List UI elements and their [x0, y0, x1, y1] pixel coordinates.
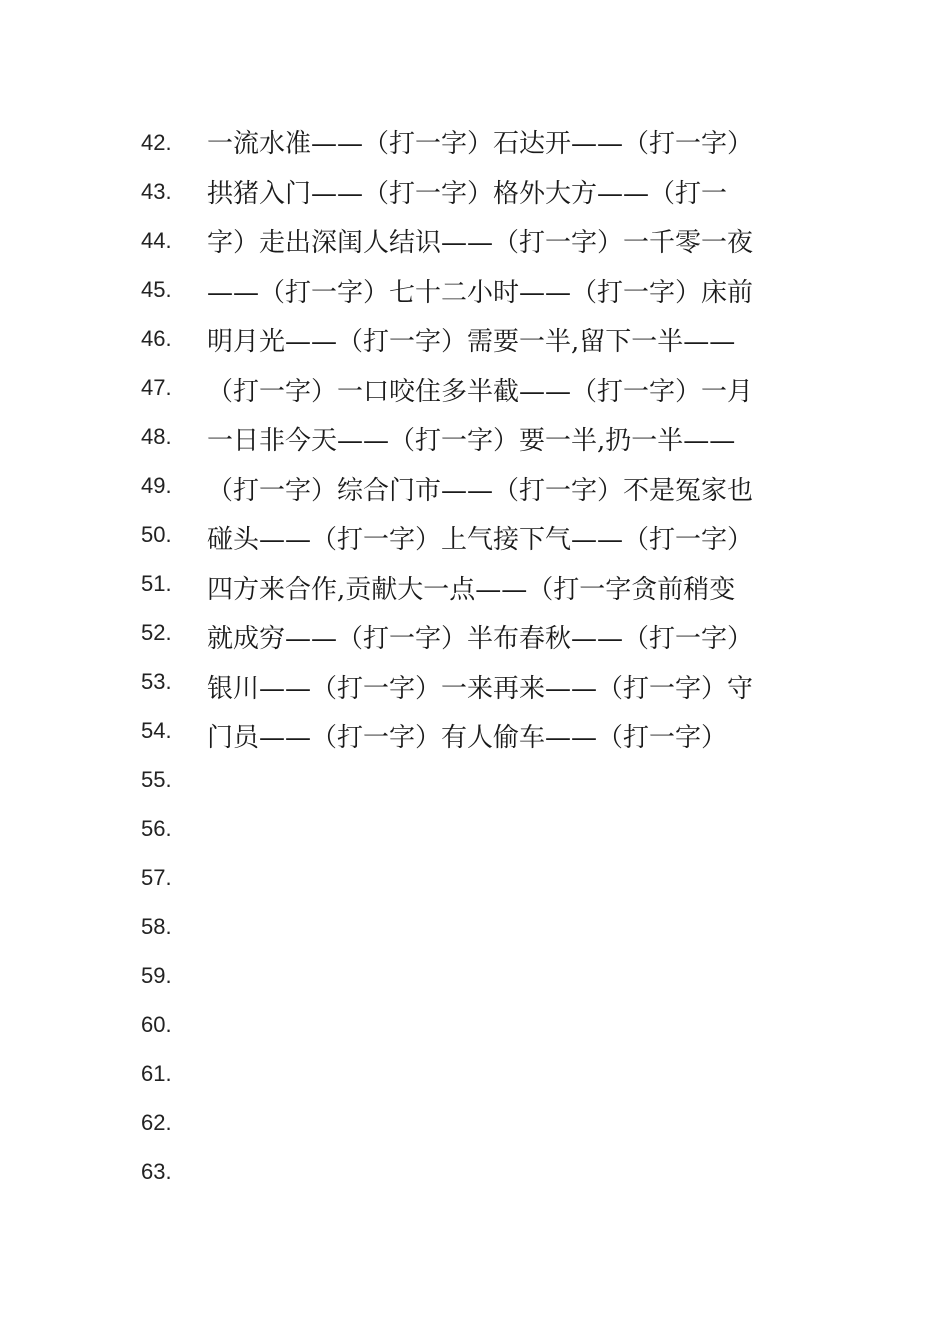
- line-number: 53.: [141, 669, 172, 694]
- line-number-list: [141, 118, 197, 1196]
- riddle-text-line: 拱猪入门——（打一字）格外大方——（打一: [207, 178, 728, 209]
- line-number: 43.: [141, 179, 172, 204]
- riddle-text-line: （打一字）一口咬住多半截——（打一字）一月: [207, 376, 754, 407]
- riddle-text-line: 就成穷——（打一字）半布春秋——（打一字）: [207, 624, 754, 654]
- line-number: 47.: [141, 375, 172, 400]
- line-number: 62.: [141, 1110, 172, 1135]
- riddle-text-line: 门员——（打一字）有人偷车——（打一字）: [207, 723, 728, 753]
- line-number: 44.: [141, 228, 172, 253]
- line-number: 59.: [141, 963, 172, 988]
- line-number: 42.: [141, 130, 172, 155]
- riddle-text-line: ——（打一字）七十二小时——（打一字）床前: [207, 277, 754, 308]
- line-number: 51.: [141, 571, 172, 596]
- line-number: 45.: [141, 277, 172, 302]
- line-number: 61.: [141, 1061, 172, 1086]
- line-number: 56.: [141, 816, 172, 841]
- line-number: 52.: [141, 620, 172, 645]
- line-number: 58.: [141, 914, 172, 939]
- riddle-text-line: 字）走出深闺人结识——（打一字）一千零一夜: [207, 228, 754, 258]
- line-number: 46.: [141, 326, 172, 351]
- line-number: 54.: [141, 718, 172, 743]
- riddle-text-block: [207, 120, 815, 764]
- riddle-text-line: 明月光——（打一字）需要一半,留下一半——: [207, 327, 736, 357]
- riddle-text-line: 一流水准——（打一字）石达开——（打一字）: [207, 129, 754, 159]
- line-number: 49.: [141, 473, 172, 498]
- line-number: 48.: [141, 424, 172, 449]
- riddle-text-line: （打一字）综合门市——（打一字）不是冤家也: [207, 475, 754, 506]
- line-number: 63.: [141, 1159, 172, 1184]
- riddle-text-line: 碰头——（打一字）上气接下气——（打一字）: [207, 525, 754, 555]
- line-number: 57.: [141, 865, 172, 890]
- riddle-text-line: 银川——（打一字）一来再来——（打一字）守: [207, 673, 754, 704]
- line-number: 55.: [141, 767, 172, 792]
- line-number: 60.: [141, 1012, 172, 1037]
- riddle-text-line: 四方来合作,贡献大一点——（打一字贪前稍变: [207, 574, 736, 605]
- line-number: 50.: [141, 522, 172, 547]
- riddle-text-line: 一日非今天——（打一字）要一半,扔一半——: [207, 426, 736, 456]
